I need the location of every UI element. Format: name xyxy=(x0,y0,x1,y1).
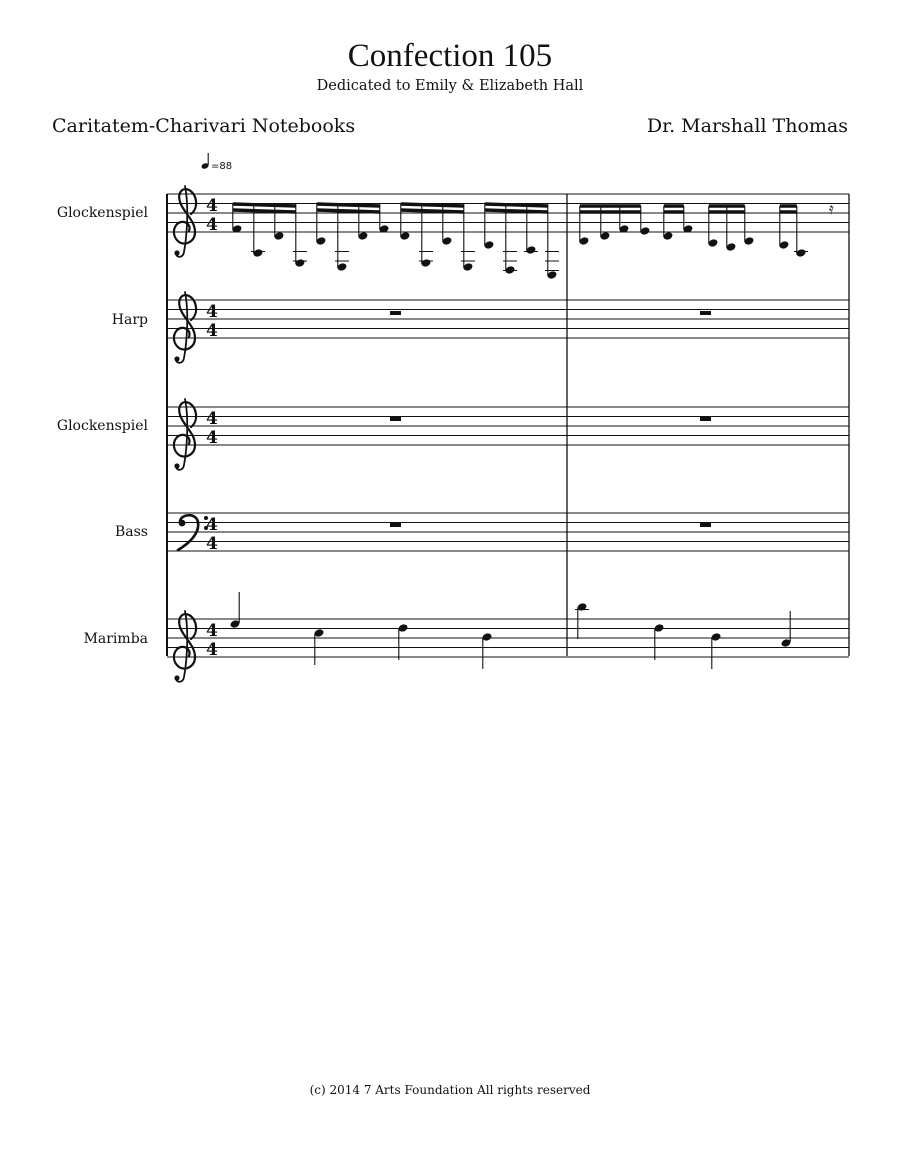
beam xyxy=(317,204,380,206)
beam xyxy=(401,210,464,212)
instrument-label-bass: Bass xyxy=(114,524,148,540)
staff-5 xyxy=(167,611,849,682)
beam xyxy=(317,210,380,212)
sixteenth-rest-icon: 𝄿 xyxy=(829,199,834,218)
staff-4 xyxy=(167,513,849,554)
sixteenth-group xyxy=(484,204,559,280)
bass-clef-icon xyxy=(178,515,208,550)
time-signature-numerator: 4 xyxy=(206,302,218,322)
time-signature-numerator: 4 xyxy=(206,621,218,641)
beam xyxy=(401,204,464,206)
treble-clef-icon xyxy=(174,186,196,257)
sixteenth-group xyxy=(316,204,390,272)
instrument-label-harp: Harp xyxy=(111,312,148,328)
time-signature-denominator: 4 xyxy=(206,534,218,554)
whole-rest xyxy=(390,417,401,421)
whole-rest xyxy=(700,523,711,527)
time-signature-denominator: 4 xyxy=(206,321,218,341)
quarter-note xyxy=(482,632,493,669)
quarter-note xyxy=(575,602,589,639)
tempo-text: =88 xyxy=(211,161,233,172)
copyright-footer: (c) 2014 7 Arts Foundation All rights reserved xyxy=(309,1083,591,1097)
staff-2 xyxy=(167,292,849,363)
staff-1 xyxy=(167,186,849,257)
sixteenth-group xyxy=(400,204,475,272)
whole-rest xyxy=(700,417,711,421)
instrument-label-marimba: Marimba xyxy=(83,631,148,647)
instrument-label-glockenspiel-2: Glockenspiel xyxy=(56,418,148,434)
beam xyxy=(485,210,548,212)
sixteenth-group xyxy=(579,206,651,246)
quarter-note xyxy=(654,623,665,660)
whole-rests xyxy=(390,311,711,527)
treble-clef-icon xyxy=(174,611,196,682)
quarter-note xyxy=(230,592,241,629)
time-signature-numerator: 4 xyxy=(206,196,218,216)
whole-rest xyxy=(700,311,711,315)
time-signature-denominator: 4 xyxy=(206,640,218,660)
sixteenth-group xyxy=(663,206,694,241)
score-composer: Dr. Marshall Thomas xyxy=(646,115,848,137)
beam xyxy=(233,204,296,206)
quarter-note xyxy=(398,623,409,660)
tempo-marking xyxy=(201,153,232,172)
whole-rest xyxy=(390,311,401,315)
quarter-note xyxy=(314,628,325,665)
score-title: Confection 105 xyxy=(347,38,553,74)
quarter-note xyxy=(711,632,722,669)
beam xyxy=(233,210,296,212)
glockenspiel-1-notes xyxy=(232,199,834,280)
time-signature-denominator: 4 xyxy=(206,428,218,448)
instrument-label-glockenspiel-1: Glockenspiel xyxy=(56,205,148,221)
time-signature-denominator: 4 xyxy=(206,215,218,235)
quarter-note xyxy=(781,611,792,648)
sixteenth-group xyxy=(232,204,307,268)
score-subtitle: Dedicated to Emily & Elizabeth Hall xyxy=(316,78,584,94)
treble-clef-icon xyxy=(174,292,196,363)
time-signature-numerator: 4 xyxy=(206,515,218,535)
treble-clef-icon xyxy=(174,399,196,470)
staves xyxy=(167,186,849,682)
beam xyxy=(485,204,548,206)
staff-3 xyxy=(167,399,849,470)
whole-rest xyxy=(390,523,401,527)
score-lyricist: Caritatem-Charivari Notebooks xyxy=(52,115,356,137)
time-signature-numerator: 4 xyxy=(206,409,218,429)
